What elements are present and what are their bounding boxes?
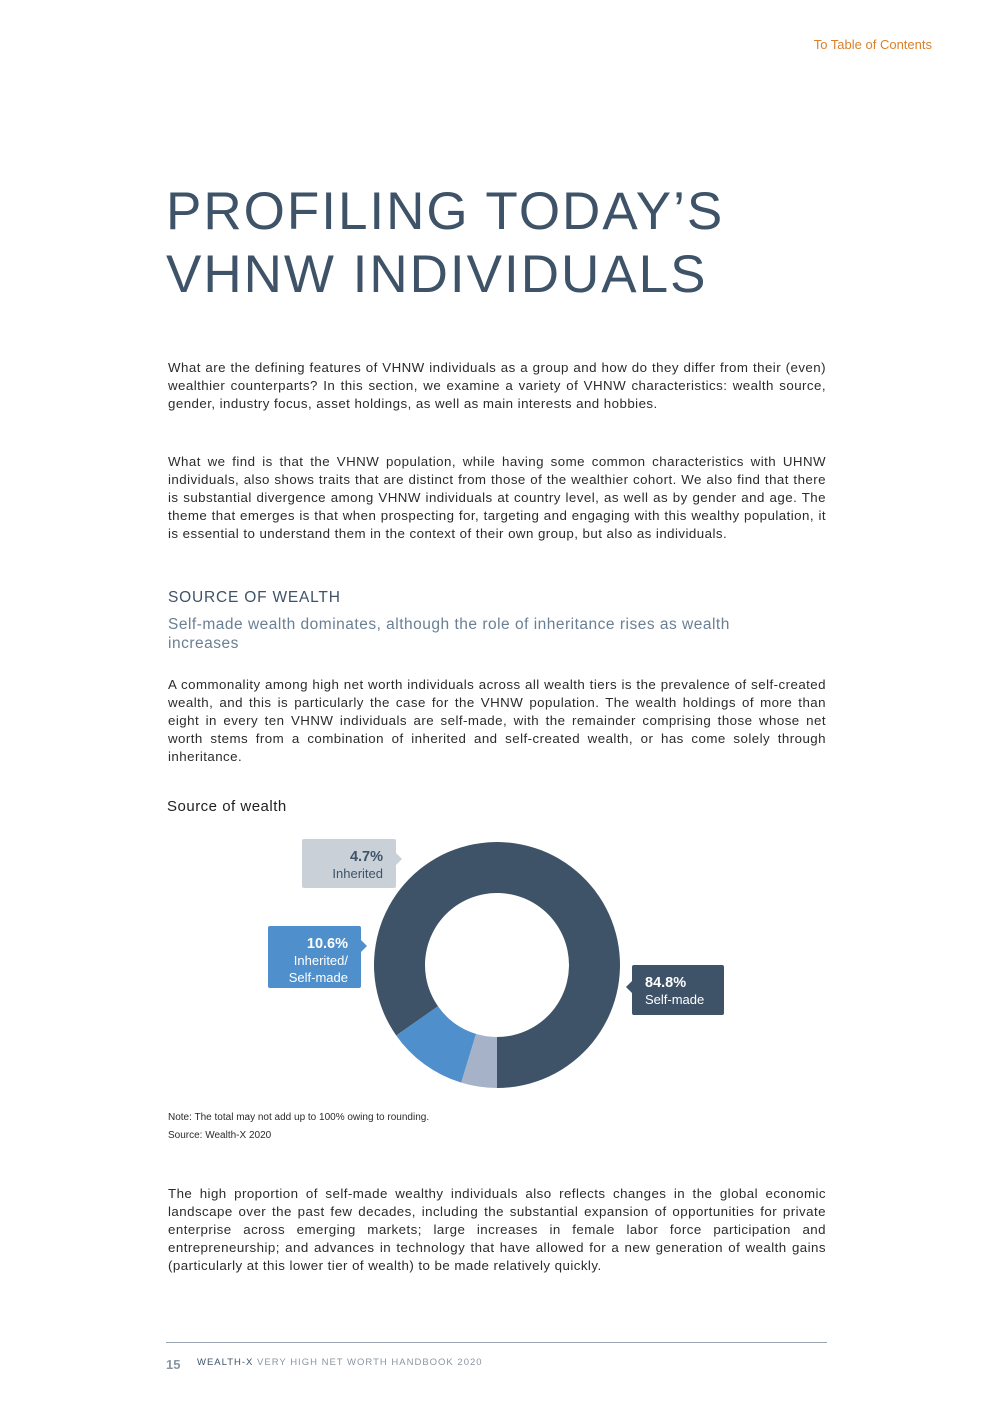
callout-value-self-made: 84.8% — [645, 975, 687, 991]
page-title-line-2: VHNW INDIVIDUALS — [166, 245, 708, 304]
section-heading: SOURCE OF WEALTH — [168, 589, 341, 606]
callout-label-inherited-self-made-line-2: Self-made — [288, 970, 348, 985]
intro-paragraph-2: What we find is that the VHNW population, while having some common characteristics with UHNW individuals, also shows traits that are distinct from those of the wealthier cohort. We also find that there is substantial divergence among VHNW individuals at country level, as well as by gender and age. The theme that emerges is that when prospecting for, targeting and engaging with this wealthy population, it is essential to understand them in the context of their own group, but also as individuals. — [168, 454, 826, 541]
callout-pointer — [626, 981, 632, 993]
footer-handbook-title: VERY HIGH NET WORTH HANDBOOK 2020 — [253, 1357, 483, 1368]
footer-divider — [166, 1342, 827, 1343]
callout-inherited-self-made — [268, 926, 367, 988]
callout-pointer — [396, 853, 402, 865]
table-of-contents-link[interactable]: To Table of Contents — [813, 37, 932, 52]
page-title — [166, 180, 806, 306]
footer-title — [197, 1357, 483, 1368]
closing-paragraph: The high proportion of self-made wealthy individuals also reflects changes in the global economic landscape over the past few decades, including the substantial expansion of opportunities for private enterprise across emerging markets; large increases in female labor force participation and entrepreneurship; and advances in technology that have allowed for a new generation of wealth gains (particularly at this lower tier of wealth) to be made relatively quickly. — [168, 1186, 826, 1273]
page-title-line-1: PROFILING TODAY’S — [166, 182, 725, 241]
page-number: 15 — [166, 1357, 181, 1372]
chart-source: Source: Wealth-X 2020 — [168, 1130, 272, 1141]
chart-note: Note: The total may not add up to 100% owing to rounding. — [168, 1112, 430, 1123]
section-subheading: Self-made wealth dominates, although the role of inheritance rises as wealth increases — [168, 616, 730, 652]
source-of-wealth-paragraph: A commonality among high net worth individuals across all wealth tiers is the prevalence of self-created wealth, and this is particularly the case for the VHNW population. The wealth holdings of more than eight in every ten VHNW individuals are self-made, with the remainder comprising those whose net worth stems from a combination of inherited and self-created wealth, or has come solely through inheritance. — [168, 677, 826, 764]
footer-brand: WEALTH-X — [197, 1357, 254, 1368]
callout-label-inherited-line-1: Inherited — [332, 866, 383, 881]
source-of-wealth-donut-chart — [250, 830, 750, 1100]
chart-title: Source of wealth — [167, 798, 287, 815]
callout-label-inherited-self-made-line-1: Inherited/ — [293, 953, 348, 968]
donut-slices — [374, 842, 620, 1088]
intro-paragraph-1: What are the defining features of VHNW individuals as a group and how do they differ from their (even) wealthier counterparts? In this section, we examine a variety of VHNW characteristics: wealth source, gender, industry focus, asset holdings, as well as main interests and hobbies. — [168, 360, 826, 411]
callout-pointer — [361, 940, 367, 952]
callout-inherited — [302, 839, 402, 888]
callout-label-self-made-line-1: Self-made — [645, 992, 705, 1007]
callout-value-inherited: 4.7% — [349, 849, 383, 865]
callout-self-made — [626, 965, 724, 1015]
callout-value-inherited-self-made: 10.6% — [306, 936, 348, 952]
